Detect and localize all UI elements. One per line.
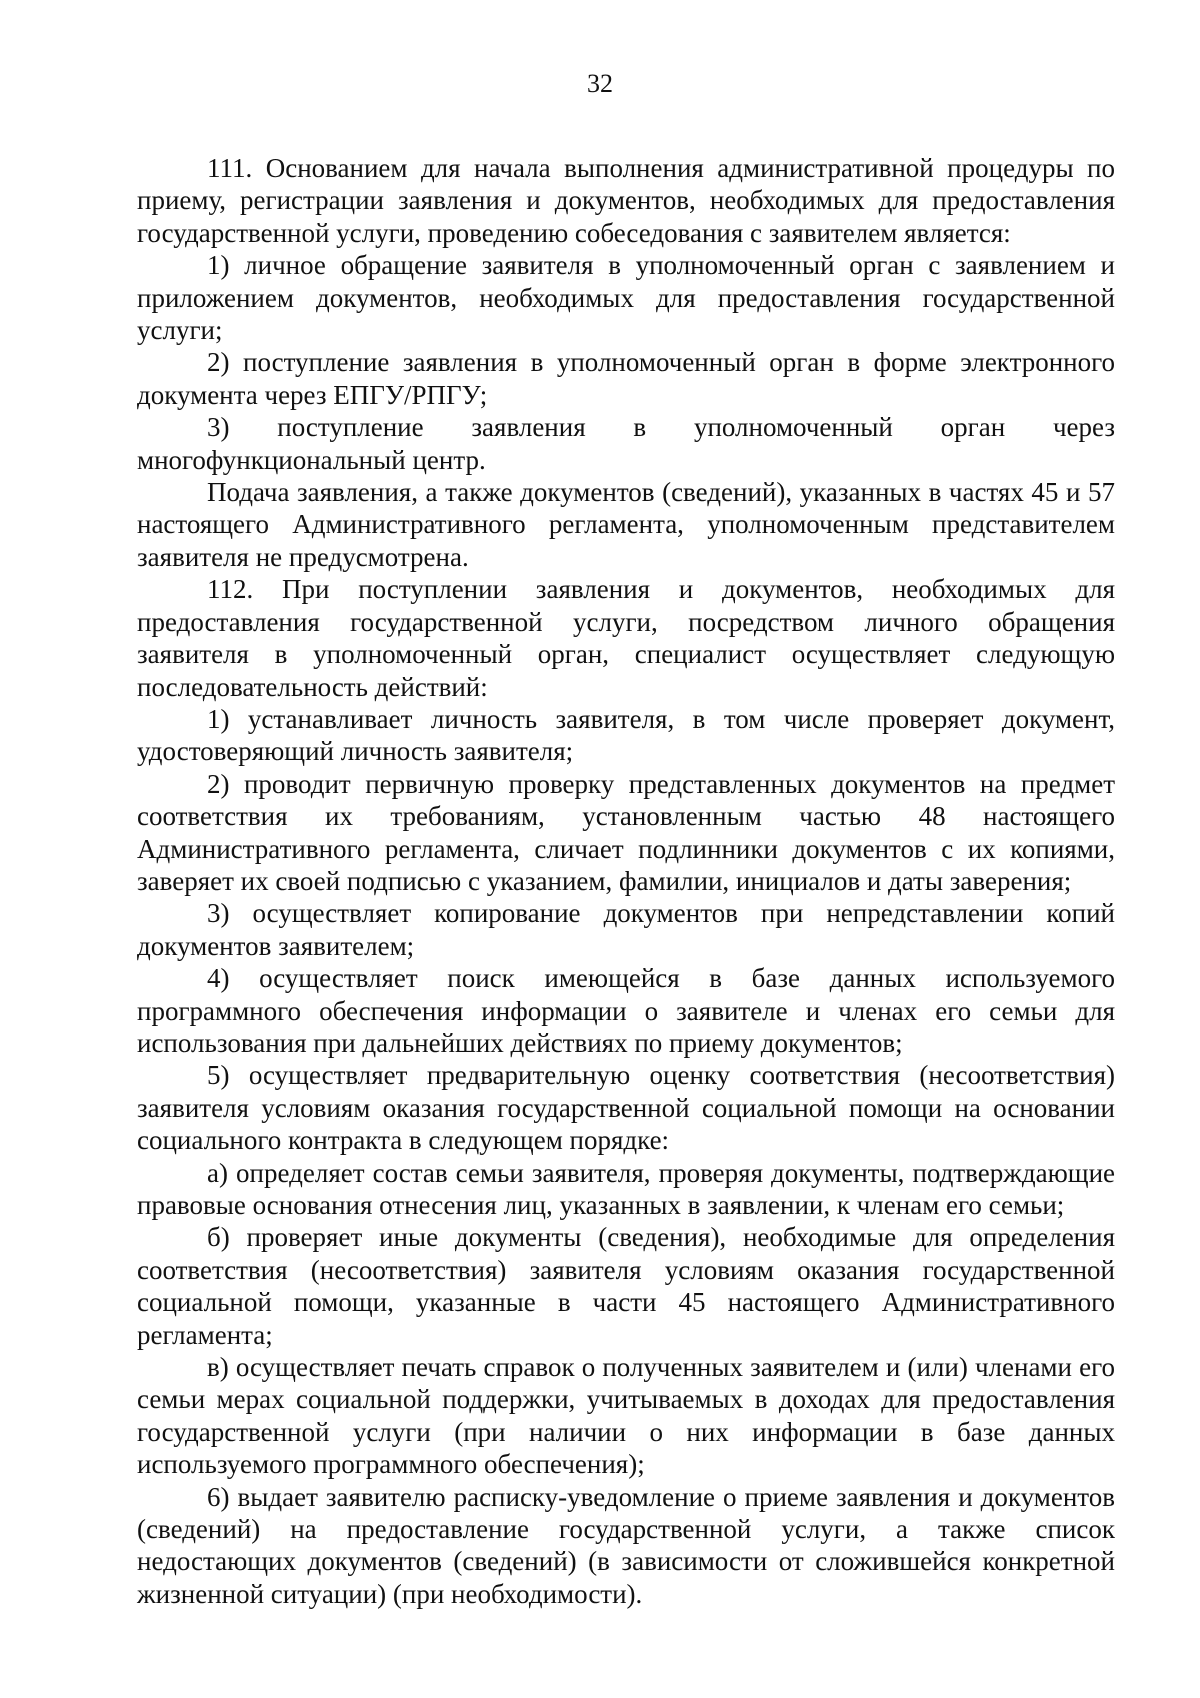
paragraph-111: 111. Основанием для начала выполнения административной процедуры по приему, регистрации заявления и документов, необходимых для предоставления государственной услуги, проведению собеседования с заявителем является: <box>137 153 1115 248</box>
paragraph-111-item-2: 2) поступление заявления в уполномоченный орган в форме электронного документа через ЕПГУ/РПГУ; <box>137 347 1115 410</box>
document-body <box>137 152 1115 1610</box>
page-number: 32 <box>587 69 613 98</box>
paragraph-111-item-1: 1) личное обращение заявителя в уполномоченный орган с заявлением и приложением документов, необходимых для предоставления государственной услуги; <box>137 250 1115 346</box>
paragraph-112-item-3: 3) осуществляет копирование документов при непредставлении копий документов заявителем; <box>137 898 1115 961</box>
paragraph-111-item-3: 3) поступление заявления в уполномоченный орган через многофункциональный центр. <box>137 412 1115 475</box>
paragraph-112-item-4: 4) осуществляет поиск имеющейся в базе данных используемого программного обеспечения информации о заявителе и членах его семьи для использования при дальнейших действиях по приему документов; <box>137 963 1115 1058</box>
paragraph-112-item-2: 2) проводит первичную проверку представленных документов на предмет соответствия их требованиям, установленным частью 48 настоящего Административного регламента, сличает подлинники документов с их копиями, заверяет их своей подписью с указанием, фамилии, инициалов и даты заверения; <box>137 768 1115 896</box>
paragraph-112-item-5b: б) проверяет иные документы (сведения), необходимые для определения соответствия (несоответствия) заявителя условиям оказания государственной социальной помощи, указанные в части 45 настоящего Административного регламента; <box>137 1222 1115 1350</box>
paragraph-111-note: Подача заявления, а также документов (сведений), указанных в частях 45 и 57 настоящего Административного регламента, уполномоченным представителем заявителя не предусмотрена. <box>137 477 1115 572</box>
paragraph-112-item-5a: а) определяет состав семьи заявителя, проверяя документы, подтверждающие правовые основания отнесения лиц, указанных в заявлении, к членам его семьи; <box>137 1157 1115 1220</box>
paragraph-112-item-5v: в) осуществляет печать справок о полученных заявителем и (или) членами его семьи мерах социальной поддержки, учитываемых в доходах для предоставления государственной услуги (при наличии о них информации в базе данных используемого программного обеспечения); <box>137 1352 1115 1480</box>
paragraph-112: 112. При поступлении заявления и документов, необходимых для предоставления государственной услуги, посредством личного обращения заявителя в уполномоченный орган, специалист осуществляет следующую последовательность действий: <box>137 574 1115 702</box>
paragraph-112-item-1: 1) устанавливает личность заявителя, в том числе проверяет документ, удостоверяющий личность заявителя; <box>137 703 1115 767</box>
paragraph-112-item-5: 5) осуществляет предварительную оценку соответствия (несоответствия) заявителя условиям оказания государственной социальной помощи на основании социального контракта в следующем порядке: <box>137 1060 1115 1156</box>
paragraph-112-item-6: 6) выдает заявителю расписку-уведомление о приеме заявления и документов (сведений) на предоставление государственной услуги, а также список недостающих документов (сведений) (в зависимости от сложившейся конкретной жизненной ситуации) (при необходимости). <box>137 1481 1115 1609</box>
